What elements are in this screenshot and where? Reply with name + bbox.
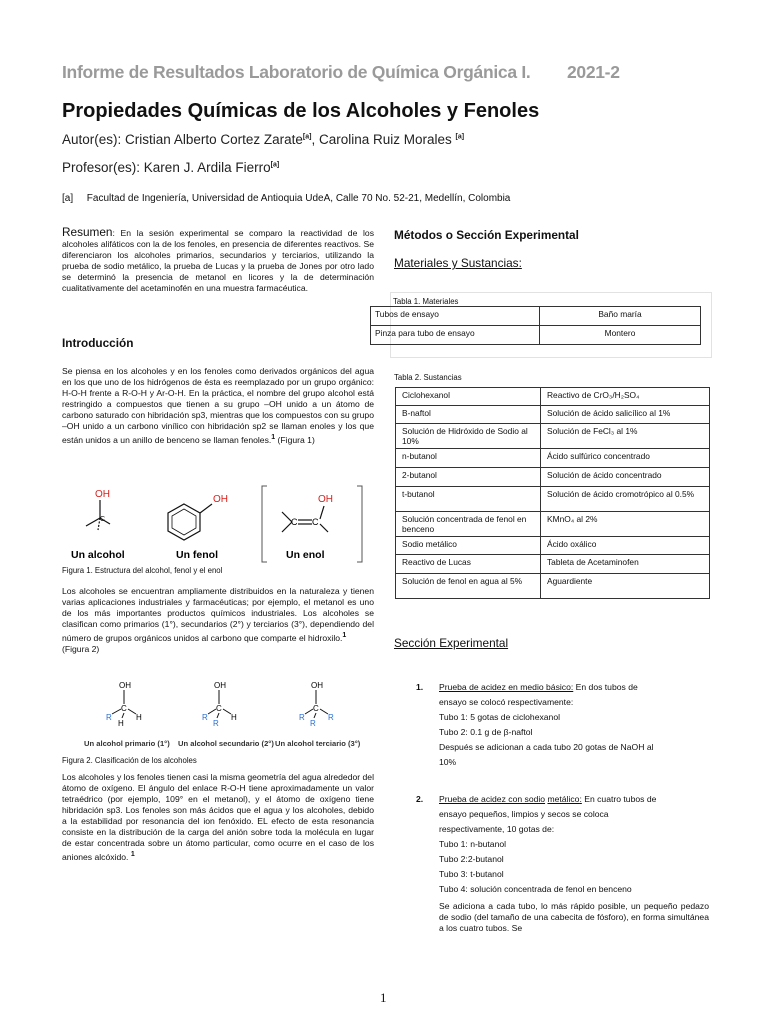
table-cell: Ácido sulfúrico concentrado bbox=[541, 449, 710, 468]
materials-heading: Materiales y Sustancias: bbox=[394, 256, 522, 270]
primary-alcohol-structure bbox=[84, 681, 170, 748]
r-group-label: R bbox=[299, 713, 305, 722]
table-2-label: Tabla 2. Sustancias bbox=[394, 373, 462, 382]
figure-1-caption: Figura 1. Estructura del alcohol, fenol y el enol bbox=[62, 566, 223, 575]
step-line: ensayo se colocó respectivamente: bbox=[439, 697, 574, 707]
table-row bbox=[396, 406, 710, 424]
phenol-label: Un fenol bbox=[176, 549, 218, 561]
abstract bbox=[62, 227, 374, 294]
figure-ref: (Figura 2) bbox=[62, 643, 100, 654]
table-cell: Aguardiente bbox=[541, 574, 710, 599]
authors-label: Autor(es): bbox=[62, 132, 122, 147]
r-group-label: R bbox=[213, 719, 219, 728]
step-number: 2. bbox=[416, 794, 424, 804]
table-cell: 2-butanol bbox=[396, 468, 541, 487]
oh-label: OH bbox=[214, 681, 226, 690]
intro-paragraph-2 bbox=[62, 586, 374, 655]
r-group-label: R bbox=[310, 719, 316, 728]
intro-text-2: Los alcoholes se encuentran ampliamente distribuidos en la naturaleza y tienen varias aplicaciones industriales y farmacéuticas; por ejemplo, el metanol es uno de los más importantes productos químicos industriales. Los alcoholes se clasifican como primarios (1°), secundarios (2°) y terciarios (3°), dependiendo del número de grupos orgánicos unidos al carbono que comparte el hidroxilo. bbox=[62, 586, 374, 643]
figure-2-caption: Figura 2. Clasificación de los alcoholes bbox=[62, 756, 197, 765]
table-cell: Solución de Hidróxido de Sodio al 10% bbox=[396, 424, 541, 449]
table-cell: n-butanol bbox=[396, 449, 541, 468]
table-materials bbox=[370, 306, 701, 345]
professor-line bbox=[62, 160, 279, 175]
table-row bbox=[371, 307, 701, 326]
table-cell: Reactivo de Lucas bbox=[396, 555, 541, 574]
citation: 1 bbox=[271, 434, 276, 441]
figure-ref: (Figura 1) bbox=[275, 434, 315, 445]
r-group-label: R bbox=[202, 713, 208, 722]
intro-paragraph-3 bbox=[62, 772, 374, 863]
author-name: Cristian Alberto Cortez Zarate bbox=[125, 132, 303, 147]
enol-label: Un enol bbox=[286, 549, 325, 561]
experimental-heading: Sección Experimental bbox=[394, 636, 509, 650]
tertiary-alcohol-label: Un alcohol terciario (3°) bbox=[275, 739, 361, 748]
intro-text-3: Los alcoholes y los fenoles tienen casi la misma geometría del agua alrededor del átomo de oxígeno. El ángulo del enlace R-O-H tiene aproximadamente un valor tetraédrico (por ejemplo, 109° en el metanol), y el átomo de oxígeno tiene hibridación sp3. Los fenoles son más ácidos que el agua y los alcoholes, debido a la estabilidad por resonancia del ion fenóxido. EL efecto de esta resonancia consiste en la distribución de la carga del anión sobre toda la molécula en lugar de estar concentrada sobre un átomo particular, como ocurre en el caso de los aniones alcóxido. bbox=[62, 772, 374, 862]
step-line: 10% bbox=[439, 757, 457, 767]
svg-text:C: C bbox=[100, 516, 106, 523]
table-cell: Ciclohexanol bbox=[396, 388, 541, 406]
step-number: 1. bbox=[416, 682, 424, 692]
professor-name: Karen J. Ardila Fierro bbox=[143, 160, 271, 175]
alcohol-structure bbox=[71, 489, 125, 561]
step-line: Tubo 3: t-butanol bbox=[439, 869, 504, 879]
h-label: H bbox=[231, 713, 237, 722]
experimental-step-2 bbox=[416, 792, 712, 897]
table-1-label: Tabla 1. Materiales bbox=[393, 297, 459, 306]
carbon-label: C bbox=[121, 704, 127, 713]
carbon-label: C bbox=[313, 704, 319, 713]
step-2-paragraph: Se adiciona a cada tubo, lo más rápido posible, un pequeño pedazo de sodio (del tamaño de una cabecita de fósforo), en forma simultánea a los cuatro tubos. Se bbox=[439, 901, 709, 933]
step-title: : bbox=[579, 794, 582, 804]
table-row bbox=[396, 537, 710, 555]
table-row bbox=[396, 468, 710, 487]
carbon-label: C bbox=[216, 704, 222, 713]
table-row bbox=[396, 555, 710, 574]
report-header bbox=[62, 62, 620, 83]
table-cell: Solución de ácido cromotrópico al 0.5% bbox=[541, 487, 710, 512]
step-line: Tubo 1: n-butanol bbox=[439, 839, 507, 849]
author-name: Carolina Ruiz Morales bbox=[318, 132, 452, 147]
figure-1-structures bbox=[62, 484, 374, 564]
secondary-alcohol-label: Un alcohol secundario (2°) bbox=[178, 739, 274, 748]
step-line: Tubo 1: 5 gotas de ciclohexanol bbox=[439, 712, 561, 722]
methods-heading: Métodos o Sección Experimental bbox=[394, 228, 579, 242]
report-year: 2021-2 bbox=[566, 62, 620, 82]
table-cell: B-naftol bbox=[396, 406, 541, 424]
abstract-text: : En la sesión experimental se comparo la reactividad de los alcoholes alifáticos con la de los fenoles, en presencia de diferentes reactivos. Se diferenciaron los alcoholes primarios, secundarios y terciarios, utilizando la prueba de sodio metálico, la prueba de Lucas y la prueba de Jones por otro lado se determinó la presencia de metanol en licores y la de determinación cualitativamente del acetaminofén en una muestra farmacéutica. bbox=[62, 228, 374, 293]
step-title: Prueba de acidez en medio básico: bbox=[439, 682, 574, 692]
course-name: Informe de Resultados Laboratorio de Química Orgánica I. bbox=[62, 62, 531, 82]
table-cell: Solución de FeCl₃ al 1% bbox=[541, 424, 710, 449]
step-line: En dos tubos de bbox=[575, 682, 638, 692]
professor-label: Profesor(es): bbox=[62, 160, 141, 175]
h-label: H bbox=[136, 713, 142, 722]
affiliation-mark: [a] bbox=[270, 161, 280, 169]
affiliation bbox=[62, 193, 510, 204]
step-title: metálico bbox=[547, 794, 580, 804]
tertiary-alcohol-structure bbox=[275, 681, 361, 748]
oh-label: OH bbox=[318, 494, 333, 505]
table-substances bbox=[395, 387, 710, 599]
table-cell: Montero bbox=[540, 326, 701, 345]
step-title: Prueba de acidez con sodio bbox=[439, 794, 546, 804]
table-cell: Baño maría bbox=[540, 307, 701, 326]
table-cell: t-butanol bbox=[396, 487, 541, 512]
oh-label: OH bbox=[311, 681, 323, 690]
experimental-step-1 bbox=[416, 680, 712, 770]
svg-text:C: C bbox=[291, 517, 298, 527]
table-cell: Ácido oxálico bbox=[541, 537, 710, 555]
affiliation-text: Facultad de Ingeniería, Universidad de Antioquia UdeA, Calle 70 No. 52-21, Medellín, Colombia bbox=[86, 193, 511, 204]
table-cell: Solución de ácido concentrado bbox=[541, 468, 710, 487]
page-number: 1 bbox=[380, 990, 387, 1005]
table-row bbox=[396, 424, 710, 449]
table-cell: Pinza para tubo de ensayo bbox=[371, 326, 540, 345]
table-row bbox=[396, 388, 710, 406]
table-cell: Sodio metálico bbox=[396, 537, 541, 555]
phenol-structure bbox=[168, 494, 228, 561]
affiliation-mark: [a] bbox=[455, 133, 465, 141]
primary-alcohol-label: Un alcohol primario (1°) bbox=[84, 739, 170, 748]
abstract-label: Resumen bbox=[62, 225, 113, 239]
authors-line: Autor(es): Cristian Alberto Cortez Zarate[a], Carolina Ruiz Morales [a] bbox=[62, 132, 465, 147]
step-line: Tubo 2:2-butanol bbox=[439, 854, 504, 864]
table-row bbox=[396, 487, 710, 512]
r-group-label: R bbox=[106, 713, 112, 722]
table-row bbox=[396, 449, 710, 468]
enol-structure bbox=[262, 486, 362, 562]
table-cell: Solución concentrada de fenol en benceno bbox=[396, 512, 541, 537]
step-line: respectivamente, 10 gotas de: bbox=[439, 824, 555, 834]
table-cell: Solución de fenol en agua al 5% bbox=[396, 574, 541, 599]
citation: 1 bbox=[342, 632, 347, 639]
alcohol-label: Un alcohol bbox=[71, 549, 125, 561]
table-cell: Tubos de ensayo bbox=[371, 307, 540, 326]
step-line: ensayo pequeños, limpios y secos se coloca bbox=[439, 809, 609, 819]
table-cell: KMnO₄ al 2% bbox=[541, 512, 710, 537]
svg-text:C: C bbox=[312, 517, 319, 527]
table-cell: Reactivo de CrO₃/H₂SO₄ bbox=[541, 388, 710, 406]
oh-label: OH bbox=[95, 489, 110, 500]
step-line: Tubo 4: solución concentrada de fenol en benceno bbox=[439, 884, 632, 894]
step-line: Después se adicionan a cada tubo 20 gotas de NaOH al bbox=[439, 742, 654, 752]
introduction-heading: Introducción bbox=[62, 336, 134, 350]
table-cell: Tableta de Acetaminofen bbox=[541, 555, 710, 574]
secondary-alcohol-structure bbox=[178, 681, 274, 748]
r-group-label: R bbox=[328, 713, 334, 722]
paper-title: Propiedades Químicas de los Alcoholes y Fenoles bbox=[62, 100, 540, 122]
table-cell: Solución de ácido salicílico al 1% bbox=[541, 406, 710, 424]
intro-text-1: Se piensa en los alcoholes y en los fenoles como derivados orgánicos del agua en los que uno de los hidrógenos de ésta es reemplazado por un grupo orgánico: H-O-H frente a R-O-H y Ar-O-H. En la práctica, el nombre del grupo alcohol está restringido a compuestos que tienen a su grupo –OH unido a un átomo de carbono saturado con hibridación sp3, mientras que los compuestos con su grupo –OH unido a un carbono vinílico con hibridación sp2 se llaman enoles y los que están unidos a un anillo de benceno se llaman fenoles. bbox=[62, 366, 374, 445]
step-line: Tubo 2: 0.1 g de β-naftol bbox=[439, 727, 533, 737]
step-line: En cuatro tubos de bbox=[584, 794, 657, 804]
affiliation-tag: [a] bbox=[62, 193, 74, 204]
table-row bbox=[396, 512, 710, 537]
citation: 1 bbox=[130, 851, 135, 858]
table-row bbox=[396, 574, 710, 599]
h-label: H bbox=[118, 719, 124, 728]
intro-paragraph-1 bbox=[62, 366, 374, 446]
oh-label: OH bbox=[213, 494, 228, 505]
table-row bbox=[371, 326, 701, 345]
oh-label: OH bbox=[119, 681, 131, 690]
affiliation-mark: [a] bbox=[302, 133, 312, 141]
figure-2-classification bbox=[62, 678, 374, 752]
